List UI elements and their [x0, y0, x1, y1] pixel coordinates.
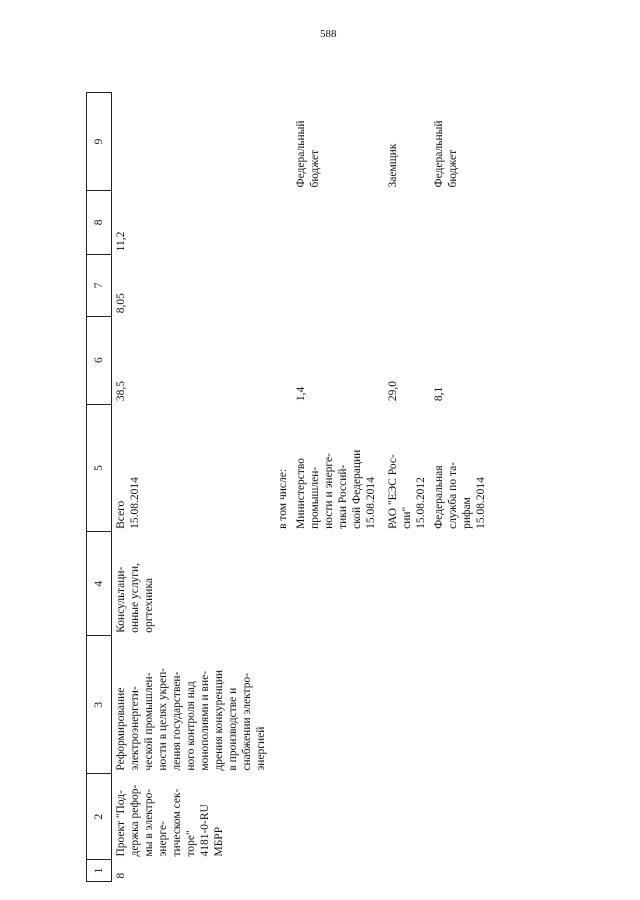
executor-funding: Федеральный бюджет [295, 120, 321, 188]
project-goal: Реформирование электроэнергети- ческой промышлен- ности в целях укреп- ления государствен- ного контроля над монополиями и вне- дрения конкуренции в производстве и снабжении электро- энергией [115, 667, 267, 771]
header-cell-6: 6 [87, 316, 112, 404]
table-row [430, 93, 490, 882]
table-row [380, 93, 430, 882]
row-number: 8 [115, 872, 127, 879]
table-row [292, 93, 380, 882]
executor-value: 29,0 [387, 380, 399, 402]
executor-value: 1,4 [295, 386, 307, 402]
header-cell-7: 7 [87, 254, 112, 316]
header-cell-2: 2 [87, 774, 112, 860]
header-cell-5: 5 [87, 404, 112, 532]
project-table [86, 92, 490, 882]
value-col7: 8,05 [115, 293, 127, 314]
header-cell-4: 4 [87, 532, 112, 636]
executor-name: РАО "ЕЭС Рос- сии" 15.08.2012 [387, 454, 427, 529]
table-row-subheading [270, 93, 292, 882]
subheading: в том числе: [277, 468, 289, 529]
executor-funding: Заемщик [387, 143, 399, 188]
project-services: Консультаци- онные услуги, оргтехника [115, 562, 155, 633]
executor-value: 8,1 [433, 386, 445, 402]
table-row-main [112, 93, 271, 882]
header-cell-3: 3 [87, 636, 112, 774]
header-cell-1: 1 [87, 860, 112, 882]
executor-funding: Федеральный бюджет [433, 120, 459, 188]
page-number: 588 [320, 28, 337, 40]
executor-name: Федеральная служба по та- рифам 15.08.2014 [433, 461, 487, 529]
header-cell-8: 8 [87, 190, 112, 254]
header-row [87, 93, 112, 882]
header-cell-9: 9 [87, 93, 112, 191]
project-name: Проект "Под- держка рефор- мы в электро- энерге- тическом сек- торе" 4181-0-RU МБРР [115, 784, 225, 857]
value-col8: 11,2 [115, 231, 127, 252]
funding-source [112, 93, 271, 191]
rotated-page-content [86, 92, 596, 882]
value-col6: 38,5 [115, 380, 127, 402]
executor-name: Министерство промышлен- ности и энерге- тики Россий- ской Федерации 15.08.2014 [295, 449, 377, 529]
project-total: Всего 15.08.2014 [115, 477, 141, 529]
